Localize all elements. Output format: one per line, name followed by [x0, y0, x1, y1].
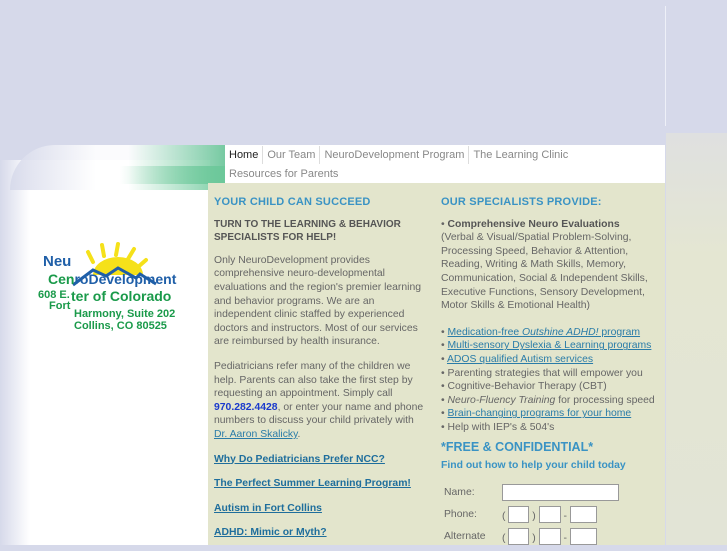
logo-text: 608 E.	[38, 289, 70, 301]
text: for processing speed	[555, 394, 655, 406]
doctor-link[interactable]: Dr. Aaron Skalicky	[214, 428, 298, 440]
adhd-program-link[interactable]	[448, 327, 641, 338]
logo-text: roDevelopment	[74, 271, 177, 287]
list-item	[441, 380, 663, 394]
left-column	[214, 196, 424, 551]
divider	[665, 6, 666, 126]
evaluations-item	[441, 218, 663, 313]
text: -	[563, 532, 567, 544]
bullet: •	[441, 408, 445, 420]
name-label: Name:	[444, 486, 475, 498]
list-item	[441, 407, 663, 421]
nav-learning-clinic[interactable]: The Learning Clinic	[473, 148, 569, 161]
list-item	[441, 326, 663, 340]
pediatricians-link[interactable]: Why Do Pediatricians Prefer NCC?	[214, 453, 385, 465]
list-item	[441, 367, 663, 381]
section-heading: OUR SPECIALISTS PROVIDE:	[441, 196, 602, 208]
dyslexia-link[interactable]: Multi-sensory Dyslexia & Learning programs	[447, 340, 652, 352]
logo	[38, 240, 188, 335]
list-item	[441, 421, 663, 435]
bullet: •	[441, 340, 445, 352]
section-heading: YOUR CHILD CAN SUCCEED	[214, 196, 371, 208]
text: (	[502, 532, 506, 544]
autism-services-link[interactable]: ADOS qualified Autism services	[446, 353, 594, 365]
logo-text: ter of Colorado	[71, 288, 172, 304]
phone-area-input[interactable]	[508, 506, 529, 523]
bullet: •	[441, 326, 445, 338]
bullet: •	[441, 367, 445, 379]
bullet: •	[441, 353, 445, 365]
phone-line-input[interactable]	[570, 506, 597, 523]
right-background	[666, 133, 727, 545]
form-heading: Find out how to help your child today	[441, 460, 626, 472]
nav-home[interactable]: Home	[225, 146, 263, 164]
text: )	[532, 510, 536, 522]
logo-text: Collins, CO 80525	[74, 320, 167, 332]
bullet: •	[441, 381, 445, 393]
logo-text: Neu	[43, 253, 72, 270]
text: (	[502, 510, 506, 522]
text: , or enter your name and phone numbers to discuss your child privately with	[214, 401, 424, 427]
name-input[interactable]	[502, 484, 619, 501]
referral-paragraph	[214, 360, 424, 442]
text: Pediatricians refer many of the children we help. Parents can also take the first step by requesting an appointment. Simply call	[214, 360, 413, 400]
evaluations-title: Comprehensive Neuro Evaluations	[447, 218, 620, 230]
text: Neuro-Fluency Training	[447, 394, 556, 406]
text: Cognitive-Behavior Therapy (CBT)	[447, 381, 607, 393]
subheading: TURN TO THE LEARNING & BEHAVIOR SPECIALISTS FOR HELP!	[214, 218, 401, 244]
intro-paragraph: Only NeuroDevelopment provides comprehensive neuro-developmental evaluations and the region's premier learning and behavior programs. We are an independent clinic staffed by experienced doctors and instructors. Most of our services are reimbursed by health insurance.	[214, 254, 422, 348]
nav-our-team[interactable]: Our Team	[263, 146, 320, 164]
right-column	[441, 196, 663, 548]
logo-text: Cen	[48, 271, 75, 287]
list-item	[441, 353, 663, 367]
text: .	[297, 428, 301, 440]
text: Parenting strategies that will empower you	[447, 367, 643, 379]
text: Help with IEP's & 504's	[447, 421, 555, 433]
header-swoosh-stripe	[120, 166, 225, 184]
list-item	[441, 394, 663, 408]
list-item	[441, 339, 663, 353]
bullet: •	[441, 394, 445, 406]
adhd-link[interactable]: ADHD: Mimic or Myth?	[214, 527, 327, 539]
summer-program-link[interactable]: The Perfect Summer Learning Program!	[214, 478, 411, 490]
left-panel	[0, 160, 210, 545]
text: -	[563, 510, 567, 522]
text: Medication-free	[447, 326, 523, 338]
main-nav	[225, 145, 665, 183]
text: Outshine ADHD!	[522, 326, 599, 338]
alt-prefix-input[interactable]	[539, 528, 561, 545]
phone-number: 970.282.4428	[214, 401, 278, 413]
autism-link[interactable]: Autism in Fort Collins	[214, 502, 322, 514]
bullet: •	[441, 218, 445, 230]
alt-line-input[interactable]	[570, 528, 597, 545]
alternate-label: Alternate	[444, 530, 486, 542]
phone-label: Phone:	[444, 508, 477, 520]
logo-text: Fort	[49, 300, 71, 312]
evaluations-desc: (Verbal & Visual/Spatial Problem-Solving, Processing Speed, Behavior & Attention, Reading, Writing & Math Skills, Memory, Communication, Social & Independent Skills, Executive Functions, Sensory Development, Motor Skills & Emotional Health)	[441, 232, 648, 312]
alt-area-input[interactable]	[508, 528, 529, 545]
contact-form	[441, 482, 619, 548]
text: )	[532, 532, 536, 544]
bullet: •	[441, 421, 445, 433]
nav-neurodevelopment-program[interactable]: NeuroDevelopment Program	[320, 146, 469, 164]
phone-prefix-input[interactable]	[539, 506, 561, 523]
text: program	[598, 326, 641, 338]
home-programs-link[interactable]: Brain-changing programs for your home	[447, 408, 632, 420]
free-confidential: *FREE & CONFIDENTIAL*	[441, 439, 594, 454]
logo-text: Harmony, Suite 202	[74, 308, 176, 320]
nav-resources-for-parents[interactable]: Resources for Parents	[229, 167, 339, 180]
